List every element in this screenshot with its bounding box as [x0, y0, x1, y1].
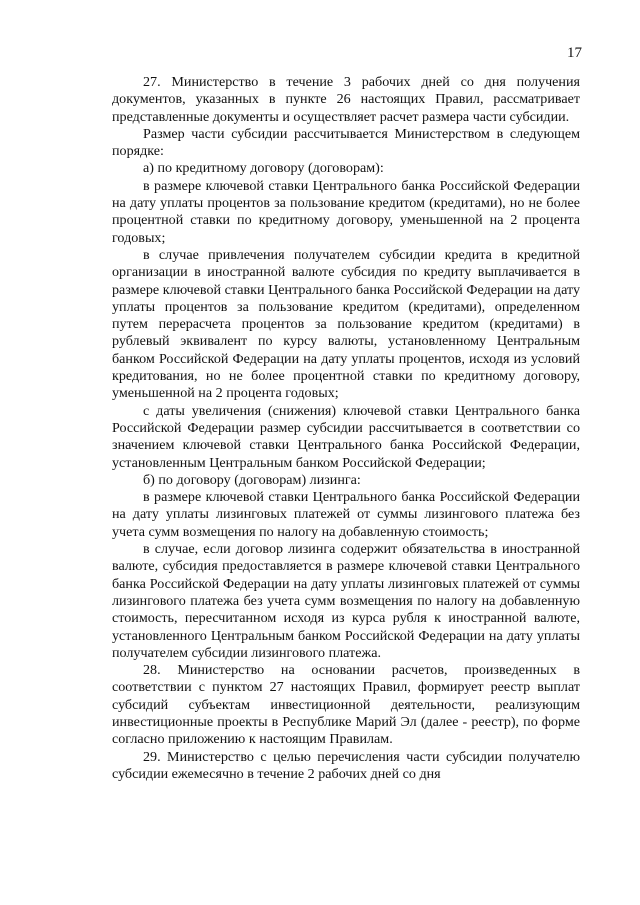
paragraph-credit-rate: в размере ключевой ставки Центрального банка Российской Федерации на дату уплаты процентов за пользование кредитом (кредитами), но не более процентной ставки по кредитному договору, уменьшенной на 2 процента годовых; — [112, 177, 580, 246]
paragraph-credit-heading: а) по кредитному договору (договорам): — [143, 160, 384, 177]
paragraph-subsidy-order: Размер части субсидии рассчитывается Министерством в следующем порядке: — [112, 125, 580, 160]
paragraph-leasing-heading: б) по договору (договорам) лизинга: — [143, 471, 361, 488]
paragraph-key-rate-change: с даты увеличения (снижения) ключевой ставки Центрального банка Российской Федерации размер субсидии рассчитывается в соответствии со значением ключевой ставки Центрального банка Российской Федерации, установленным Центральным банком Российской Федерации; — [112, 402, 580, 471]
document-body — [112, 74, 580, 783]
paragraph-foreign-currency-leasing: в случае, если договор лизинга содержит обязательства в иностранной валюте, субсидия предоставляется в размере ключевой ставки Центрального банка Российской Федерации на дату уплаты лизинговых платежей от суммы лизингового платежа без учета сумм возмещения по налогу на добавленную стоимость, пересчитанном исходя из курса рубля к иностранной валюте, установленного Центральным банком Российской Федерации на дату уплаты получателем субсидии лизингового платежа. — [112, 541, 580, 661]
paragraph-28: 28. Министерство на основании расчетов, произведенных в соответствии с пунктом 27 настоящих Правил, формирует реестр выплат субсидий субъектам инвестиционной деятельности, реализующим инвестиционные проекты в Республике Марий Эл (далее - реестр), по форме согласно приложению к настоящим Правилам. — [112, 662, 580, 748]
page-number: 17 — [567, 45, 582, 61]
paragraph-29: 29. Министерство с целью перечисления части субсидии получателю субсидии ежемесячно в течение 2 рабочих дней со дня — [112, 748, 580, 782]
paragraph-27: 27. Министерство в течение 3 рабочих дней со дня получения документов, указанных в пункте 26 настоящих Правил, рассматривает представленные документы и осуществляет расчет размера части субсидии. — [112, 74, 580, 125]
paragraph-foreign-currency-credit: в случае привлечения получателем субсидии кредита в кредитной организации в иностранной валюте субсидия по кредиту выплачивается в размере ключевой ставки Центрального банка Российской Федерации на дату уплаты процентов за пользование кредитом (кредитами), определенном путем перерасчета процентов за пользование кредитом (кредитами) в рублевый эквивалент по курсу валюты, установленному Центральным банком Российской Федерации на дату уплаты процентов, исходя из условий кредитования, но не более процентной ставки по кредитному договору, уменьшенной на 2 процента годовых; — [112, 246, 580, 402]
paragraph-leasing-rate: в размере ключевой ставки Центрального банка Российской Федерации на дату уплаты лизинговых платежей от суммы лизингового платежа без учета сумм возмещения по налогу на добавленную стоимость; — [112, 489, 580, 540]
